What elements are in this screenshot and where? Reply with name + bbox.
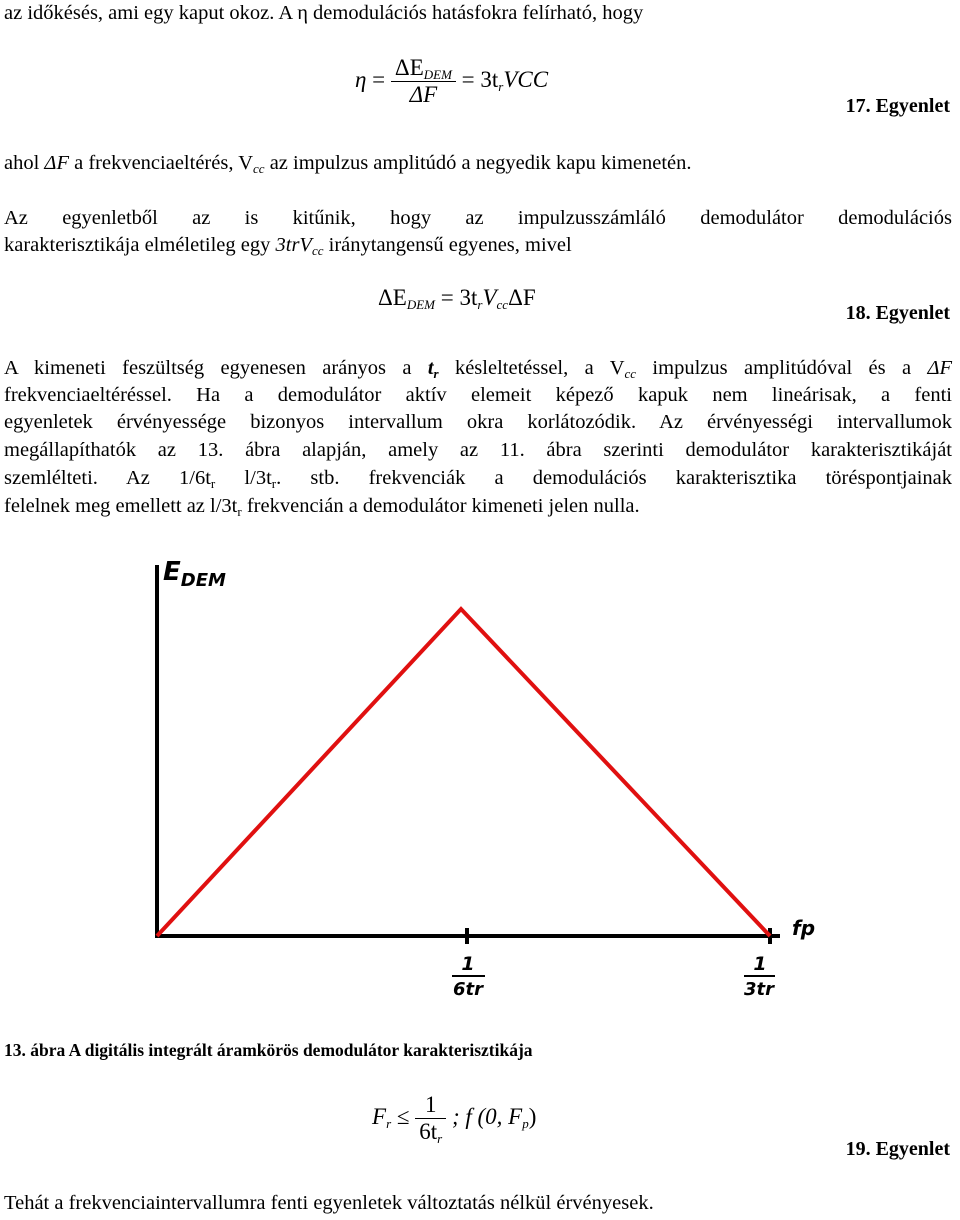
para3-line4: megállapíthatók az 13. ábra alapján, amely az 11. ábra szerinti demodulátor karakterisztikáját (4, 439, 952, 461)
ahol-line: ahol ΔF a frekvenciaeltérés, $V_{cc}$ az impulzus amplitúdó a negyedik kapu kimenetén. (4, 152, 692, 176)
eq17-denominator: ΔF (409, 82, 438, 107)
tick2-numerator: 1 (753, 953, 767, 975)
equation-17-number: 17. Egyenlet (845, 95, 950, 117)
eq19-fraction: $\frac{1}{6t_r}$ (415, 1092, 446, 1145)
para3-line5: szemlélteti. Az $1/6t_r$ $l/3t_r$. stb. frekvenciák a demodulációs karakterisztika töréspontjainak (4, 467, 952, 491)
x-axis-label: fp (792, 916, 816, 940)
tick2-denominator: 3tr (743, 979, 775, 1000)
equation-19-number: 19. Egyenlet (845, 1138, 950, 1160)
eq17-eq-sign: = (372, 66, 386, 92)
eq17-rhs: = $3t_rVCC$ (461, 66, 549, 94)
tick1-numerator: 1 (461, 953, 475, 975)
demodulator-characteristic-figure (0, 545, 960, 1015)
characteristic-line (157, 609, 770, 936)
para3-line6: felelnek meg emellett az $l/3t_r$ frekvencián a demodulátor kimeneti jelen nulla. (4, 495, 640, 519)
intro-line: az időkésés, ami egy kaput okoz. A η demodulációs hatásfokra felírható, hogy (4, 2, 644, 24)
equation-17 (355, 55, 548, 108)
para2-line1: Az egyenletből az is kitűnik, hogy az impulzusszámláló demodulátor demodulációs (4, 207, 952, 229)
y-axis-label: $E_{DEM}$ (163, 557, 226, 591)
eq17-fraction (391, 55, 456, 108)
tick1-denominator: 6tr (452, 979, 484, 1000)
para3-line3: egyenletek érvényessége bizonyos intervallum okra korlátozódik. Az érvényességi intervallumok (4, 411, 952, 433)
para3-line2: frekvenciaeltéréssel. Ha a demodulátor aktív elemeit képező kapuk nem lineárisak, a fenti (4, 384, 952, 406)
para3-line1: A kimeneti feszültség egyenesen arányos a $t_r$ késleltetéssel, a $V_{cc}$ impulzus amplitúdóval és a ΔF (4, 357, 952, 381)
eta-symbol: η (355, 66, 367, 92)
para2-line2: karakterisztikája elméletileg egy 3trV$_{cc}$ iránytangensű egyenes, mivel (4, 234, 572, 258)
equation-18: $\Delta E_{DEM} = 3t_rV_{cc}\Delta F$ (378, 285, 536, 312)
equation-18-number: 18. Egyenlet (845, 302, 950, 324)
eq17-numerator: $\Delta E_{DEM}$ (391, 55, 456, 82)
final-line: Tehát a frekvenciaintervallumra fenti egyenletek változtatás nélkül érvényesek. (4, 1192, 654, 1214)
equation-19: $F_r$ ≤ $\frac{1}{6t_r}$ ; f (0, $F_p$) (372, 1092, 537, 1146)
figure-caption: 13. ábra A digitális integrált áramkörös demodulátor karakterisztikája (4, 1040, 533, 1060)
